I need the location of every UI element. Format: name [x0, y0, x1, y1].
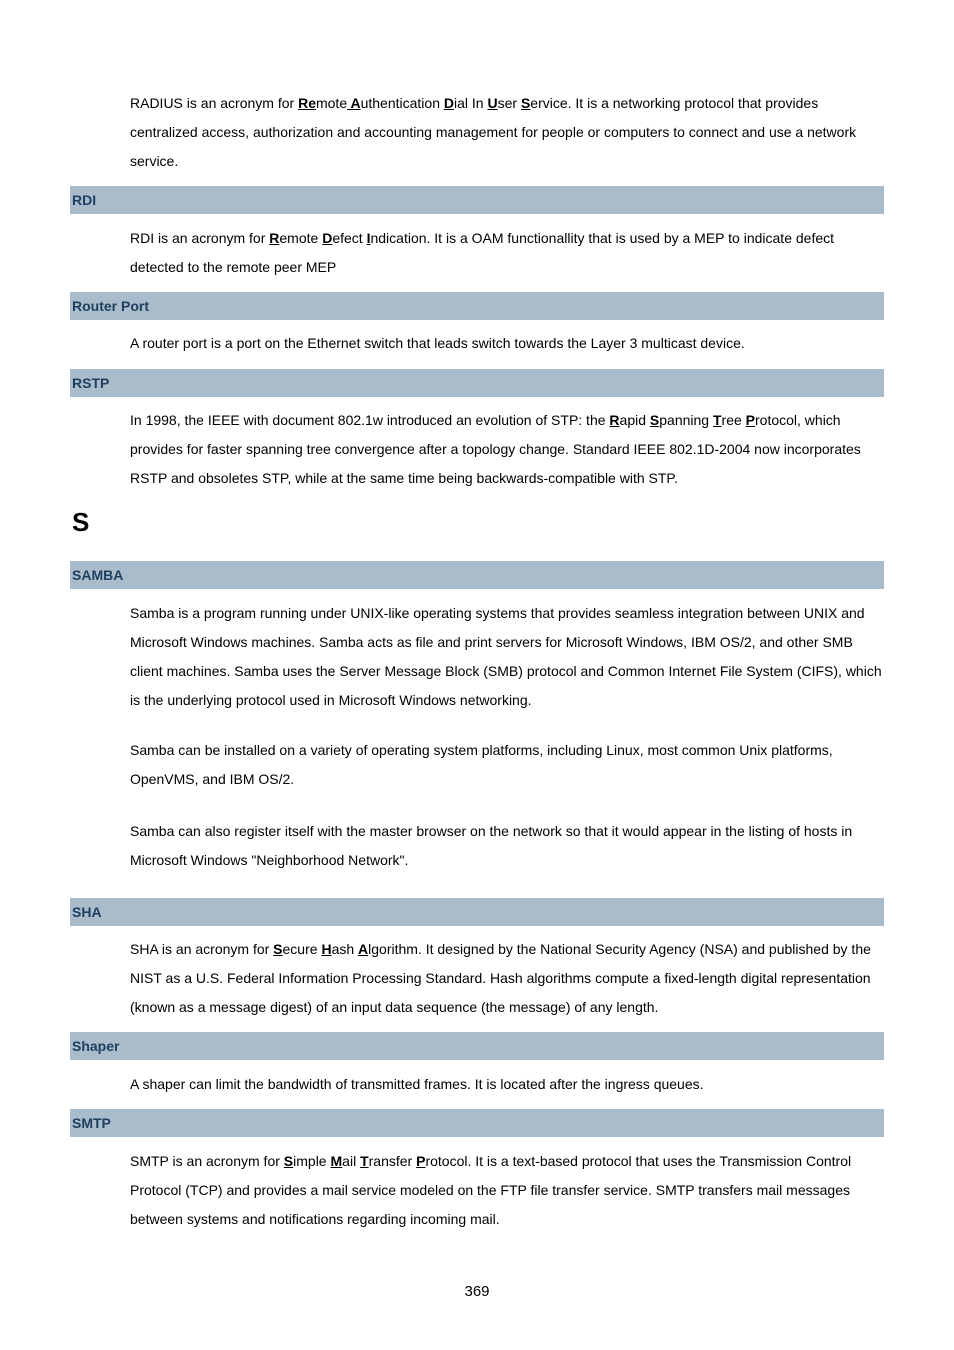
shaper-definition: A shaper can limit the bandwidth of transmitted frames. It is located after the ingress queues. [130, 1076, 704, 1092]
sha-definition: SHA is an acronym for Secure Hash Algorithm. It designed by the National Security Agency (NSA) and published by the NIST as a U.S. Federal Information Processing Standard. Hash algorithms compute a fixed-length digital representation (known as a message digest) of an input data sequence (the message) of any length. [130, 941, 871, 1015]
smtp-definition: SMTP is an acronym for Simple Mail Transfer Protocol. It is a text-based protocol that uses the Transmission Control Protocol (TCP) and provides a mail service modeled on the FTP file transfer service. SMTP transfers mail messages between systems and notifications regarding incoming mail. [130, 1153, 852, 1227]
section-letter: S [72, 507, 90, 537]
smtp-heading: SMTP [70, 1109, 884, 1137]
samba-paragraph-2: Samba can be installed on a variety of operating system platforms, including Linux, most common Unix platforms, OpenVMS, and IBM OS/2. [130, 742, 833, 787]
page-number: 369 [464, 1283, 490, 1300]
rstp-heading: RSTP [70, 369, 884, 397]
radius-definition: RADIUS is an acronym for Remote Authentication Dial In User Service. It is a networking protocol that provides centralized access, authorization and accounting management for people or computers to connect and use a network service. [130, 95, 857, 169]
samba-heading: SAMBA [70, 561, 884, 589]
sha-heading: SHA [70, 898, 884, 926]
samba-paragraph-1: Samba is a program running under UNIX-like operating systems that provides seamless integration between UNIX and Microsoft Windows machines. Samba acts as file and print servers for Microsoft Windows, IBM OS/2, and other SMB client machines. Samba uses the Server Message Block (SMB) protocol and Common Internet File System (CIFS), which is the underlying protocol used in Microsoft Windows networking. [130, 605, 882, 708]
rdi-definition: RDI is an acronym for Remote Defect Indication. It is a OAM functionallity that is used by a MEP to indicate defect detected to the remote peer MEP [130, 230, 835, 275]
rdi-heading: RDI [70, 186, 884, 214]
rstp-definition: In 1998, the IEEE with document 802.1w introduced an evolution of STP: the Rapid Spanning Tree Protocol, which provides for faster spanning tree convergence after a topology change. Standard IEEE 802.1D-2004 now incorporates RSTP and obsoletes STP, while at the same time being backwards-compatible with STP. [130, 412, 861, 486]
router-port-definition: A router port is a port on the Ethernet switch that leads switch towards the Layer 3 multicast device. [130, 335, 745, 351]
router-port-heading: Router Port [70, 292, 884, 320]
samba-paragraph-3: Samba can also register itself with the master browser on the network so that it would appear in the listing of hosts in Microsoft Windows "Neighborhood Network". [130, 823, 853, 868]
shaper-heading: Shaper [70, 1032, 884, 1060]
